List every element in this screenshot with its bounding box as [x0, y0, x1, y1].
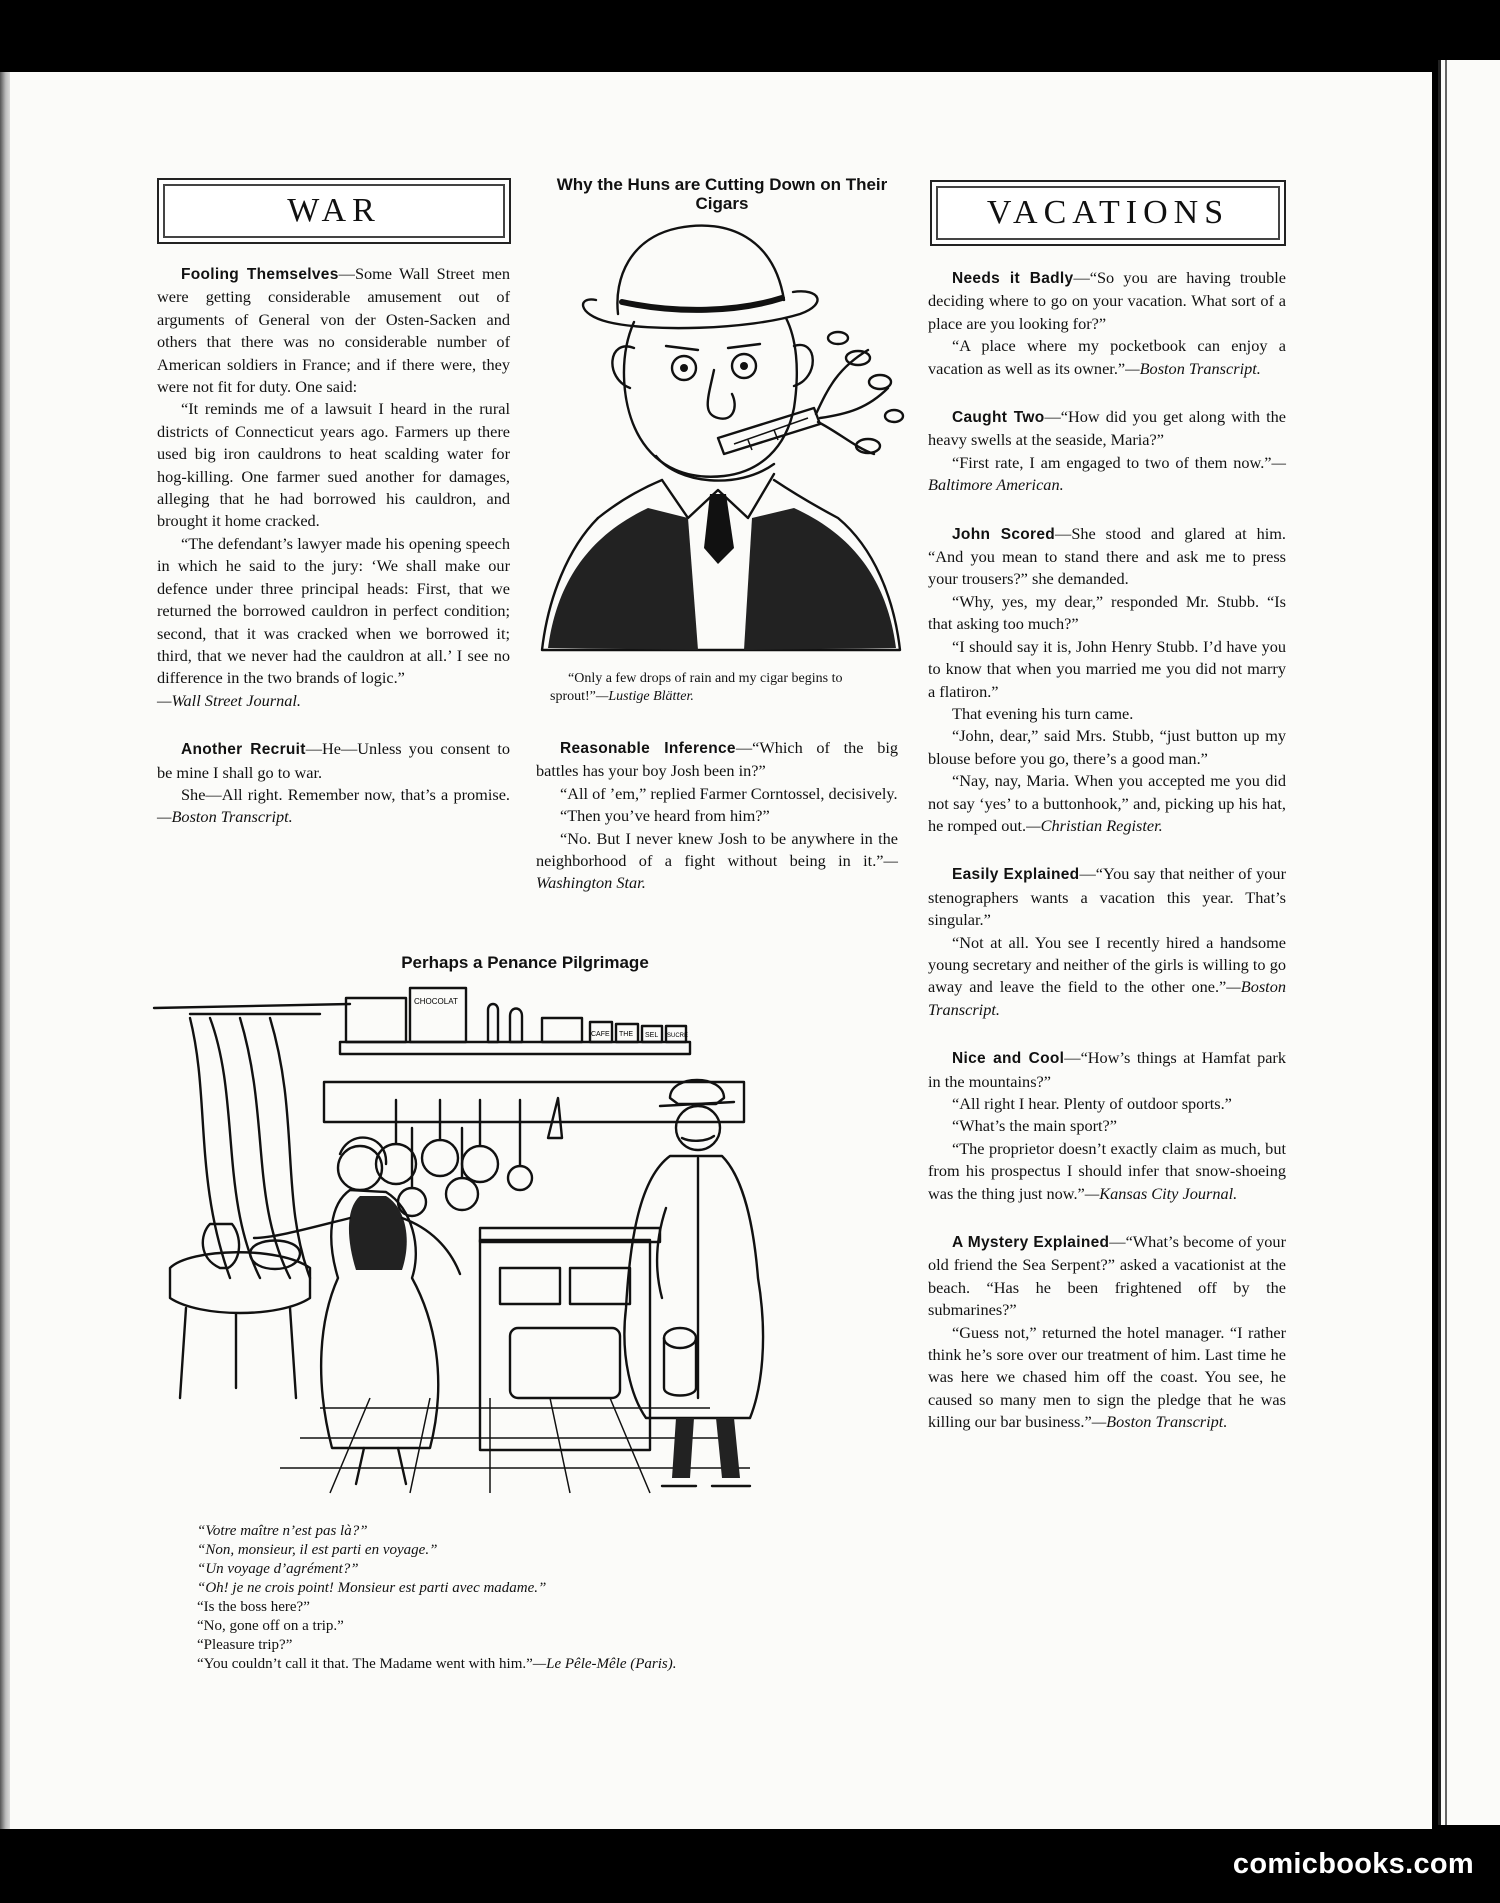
item-text: “First rate, I am engaged to two of them now.” [952, 452, 1272, 472]
item-reasonable-inference [536, 737, 898, 895]
vacations-item-needs-it-badly [928, 267, 1286, 380]
war-heading-box [157, 178, 511, 244]
item-title: Easily Explained [952, 866, 1080, 884]
item-source: —Boston Transcript. [1091, 1412, 1228, 1432]
item-text: “No. But I never knew Josh to be anywhere in the neighborhood of a fight without being in it.” [536, 828, 898, 871]
item-text: “John, dear,” said Mrs. Stubb, “just button up my blouse before you go, there’s a good man.” [928, 726, 1286, 768]
item-text: —“So you are having trouble deciding where to go on your vacation. What sort of a place are you looking for?” [928, 268, 1286, 333]
item-text: She—All right. Remember now, that’s a promise. [181, 784, 510, 804]
item-title: A Mystery Explained [952, 1234, 1110, 1252]
item-text: —She stood and glared at him. “And you mean to stand there and ask me to press your trousers?” she demanded. [928, 523, 1287, 589]
item-text: “Then you’ve heard from him?” [560, 806, 770, 826]
vacations-heading: VACATIONS [986, 194, 1230, 231]
vacations-heading-box [930, 180, 1286, 246]
item-text: “The proprietor doesn’t exactly claim as much, but from his prospectus I should infer that snow-shoeing was the thing just now.” [928, 1138, 1286, 1203]
caption-line: “Non, monsieur, il est parti en voyage.” [197, 1542, 438, 1558]
item-text: “Nay, nay, Maria. When you accepted me you did not say ‘yes’ to a buttonhook,” and, picking up his hat, he romped out. [928, 771, 1286, 835]
vacations-item-nice-and-cool [928, 1047, 1286, 1205]
shelf-label: CHOCOLAT [414, 997, 458, 1006]
shelf-label: SUCRE [667, 1033, 689, 1039]
item-text: “Why, yes, my dear,” responded Mr. Stubb. “Is that asking too much?” [928, 591, 1286, 634]
caption-source: —Lustige Blätter. [595, 689, 694, 704]
caption-text: “Only a few drops of rain and my cigar begins to sprout!” [550, 671, 843, 704]
vacations-item-john-scored [928, 523, 1286, 838]
war-item-fooling-themselves [157, 263, 510, 712]
item-text: “I should say it is, John Henry Stubb. I’d have you to know that when you married me you did not marry a flatiron.” [928, 636, 1286, 701]
item-source: —Wall Street Journal. [157, 690, 301, 710]
item-text: —“How’s things at Hamfat park in the mountains?” [928, 1048, 1286, 1091]
item-text: “What’s the main sport?” [952, 1116, 1118, 1136]
item-title: Caught Two [952, 409, 1045, 427]
item-text: “Guess not,” returned the hotel manager. “I rather think he’s sore over our treatment of him. Last time he was here we chased him off the coast. You see, he caused so many men to sign the pledge that he was killing our bar business.” [928, 1322, 1286, 1432]
caption-line: “Is the boss here?” [197, 1599, 310, 1615]
item-text: —He—Unless you consent to be mine I shall go to war. [157, 739, 510, 782]
kitchen-cartoon-illustration [150, 978, 870, 1498]
shelf-label: SEL [645, 1032, 659, 1039]
war-item-another-recruit [157, 738, 510, 829]
site-watermark: comicbooks.com [1232, 1848, 1474, 1880]
war-heading: WAR [287, 192, 381, 229]
caption-line: “You couldn’t call it that. The Madame went with him.” [197, 1656, 533, 1672]
vacations-column [928, 267, 1286, 1460]
kitchen-cartoon-caption [197, 1522, 877, 1674]
item-text: —“Which of the big battles has your boy Josh been in?” [536, 738, 898, 781]
cigar-cartoon-title: Why the Huns are Cutting Down on Their Cigars [556, 175, 888, 213]
item-source: —Boston Transcript. [1125, 358, 1261, 378]
cigar-cartoon-illustration [538, 218, 908, 658]
item-source: —Kansas City Journal. [1084, 1183, 1238, 1203]
item-text: That evening his turn came. [952, 703, 1134, 723]
item-text: —“You say that neither of your stenographers wants a vacation this year. That’s singular.” [928, 864, 1286, 930]
vacations-item-a-mystery-explained [928, 1231, 1286, 1434]
item-text: —Some Wall Street men were getting considerable amusement out of arguments of General von der Osten-Sacken and others that there was no considerable number of American soldiers in France; and if there were, they were not fit for duty. One said: [157, 264, 510, 397]
item-text: “A place where my pocketbook can enjoy a vacation as well as its owner.” [928, 336, 1286, 378]
item-text: “It reminds me of a lawsuit I heard in the rural districts of Connecticut years ago. Farmers up there used big iron cauldrons to heat scalding water for hog-killing. One farmer sued another for damages, alleging that he had borrowed his cauldron, and brought it home cracked. [157, 399, 510, 531]
shelf-label: CAFE [591, 1031, 610, 1038]
cigar-cartoon-caption [550, 670, 902, 706]
item-title: Nice and Cool [952, 1050, 1065, 1068]
item-source: —Baltimore American. [928, 452, 1286, 495]
item-text: —“What’s become of your old friend the Sea Serpent?” asked a vacationist at the beach. “Has he been frightened off by the submarines?” [928, 1232, 1286, 1320]
middle-column [536, 737, 898, 921]
item-text: “All of ’em,” replied Farmer Corntossel, decisively. [560, 783, 898, 803]
caption-source: —Le Pêle-Mêle (Paris). [532, 1656, 677, 1672]
item-source: —Boston Transcript. [157, 807, 293, 827]
item-text: “All right I hear. Plenty of outdoor sports.” [952, 1094, 1232, 1113]
item-title: John Scored [952, 525, 1056, 543]
caption-line: “Un voyage d’agrément?” [197, 1561, 359, 1577]
caption-line: “Votre maître n’est pas là?” [197, 1523, 368, 1539]
item-title: Fooling Themselves [181, 266, 339, 283]
caption-line: “No, gone off on a trip.” [197, 1618, 344, 1634]
shelf-label: THE [619, 1031, 633, 1038]
vacations-item-easily-explained [928, 863, 1286, 1021]
item-text: “Not at all. You see I recently hired a handsome young secretary and neither of the girls is willing to go away and leave the field to the other one.” [928, 932, 1286, 997]
item-title: Another Recruit [181, 741, 306, 759]
item-text: “The defendant’s lawyer made his opening speech in which he said to the jury: ‘We shall make our defence under three principal heads: First, that we returned the borrowed cauldron in perfect condition; second, that it was cracked when we borrowed it; third, that we never had the cauldron at all.’ I see no difference in the two brands of logic.” [157, 533, 510, 688]
item-title: Needs it Badly [952, 270, 1074, 287]
vacations-item-caught-two [928, 406, 1286, 497]
item-text: —“How did you get along with the heavy swells at the seaside, Maria?” [928, 407, 1286, 450]
caption-line: “Oh! je ne crois point! Monsieur est parti avec madame.” [197, 1580, 547, 1596]
item-source: —Boston Transcript. [928, 977, 1286, 1019]
war-column [157, 263, 510, 855]
caption-line: “Pleasure trip?” [197, 1637, 293, 1653]
next-page-edge [1438, 60, 1500, 1825]
item-source: —Christian Register. [1026, 815, 1163, 835]
item-title: Reasonable Inference [560, 740, 736, 757]
item-source: —Washington Star. [536, 851, 898, 893]
kitchen-cartoon-title: Perhaps a Penance Pilgrimage [401, 953, 649, 972]
